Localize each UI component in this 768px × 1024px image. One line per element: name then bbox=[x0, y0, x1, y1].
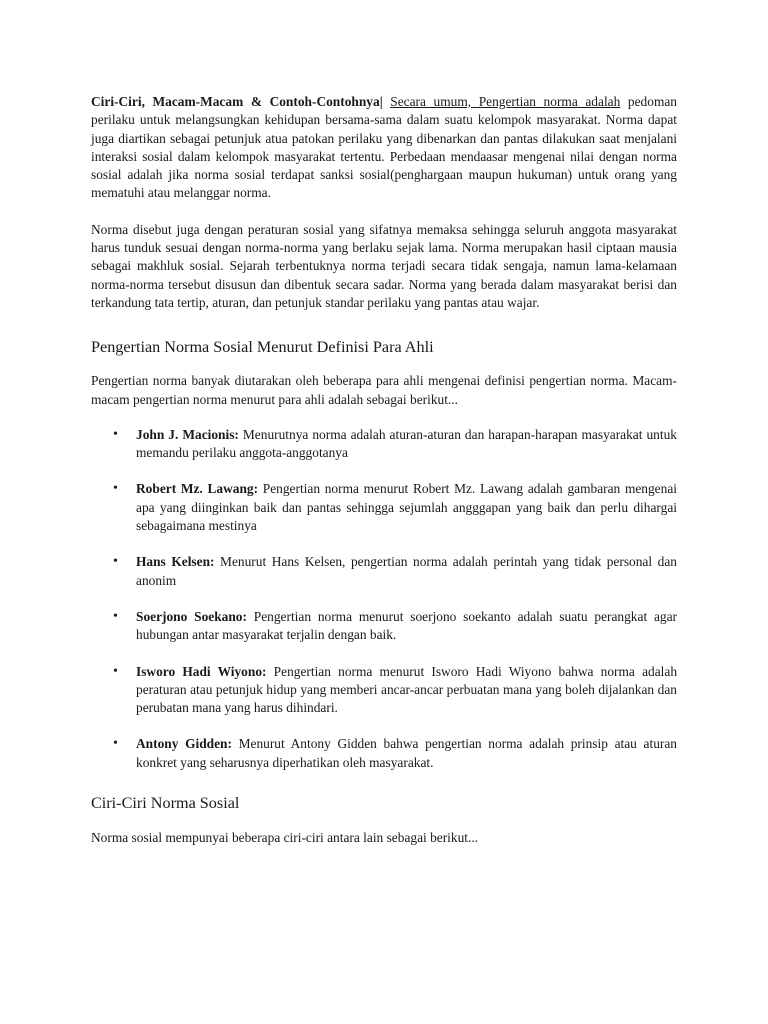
intro-link[interactable]: Secara umum, Pengertian norma adalah bbox=[390, 94, 621, 109]
paragraph-norma-sosial: Norma disebut juga dengan peraturan sosial yang sifatnya memaksa sehingga seluruh anggota masyarakat harus tunduk sesuai dengan norma-norma yang berlaku sejak lama. Norma merupakan hasil ciptaan mausia sebagai makhluk sosial. Sejarah terbentuknya norma terjadi secara tidak sengaja, namun lama-kelamaan norma-norma tersebut disusun dan dibentuk secara sadar. Norma yang berada dalam masyarakat berisi dan terkandung tata tertip, aturan, dan petunjuk standar perilaku yang pantas atau wajar. bbox=[91, 221, 677, 310]
list-item-expert bbox=[91, 553, 677, 590]
expert-name: Antony Gidden: bbox=[136, 736, 232, 752]
intro-text: pedoman perilaku untuk melangsungkan kehidupan bersama-sama dalam suatu kelompok masyarakat. Norma dapat juga diartikan sebagai petunjuk atua patokan perilaku yang dibenarkan dan pantas dilakukan saat menjalani interaksi sosial dalam kelompok masyarakat tertentu. Perbedaan mendaasar mengenai nilai dengan norma sosial adalah jika norma sosial terdapat sanksi sosial(penghargaan maupun hukuman) untuk orang yang mematuhi atau melanggar norma. bbox=[91, 94, 678, 201]
expert-text: Menurut Antony Gidden bahwa pengertian norma adalah prinsip atau aturan konkret yang seharusnya diperhatikan oleh masyarakat. bbox=[136, 736, 677, 770]
experts-list bbox=[91, 426, 677, 772]
section-heading-definisi: Pengertian Norma Sosial Menurut Definisi Para Ahli bbox=[91, 338, 434, 357]
list-item-expert bbox=[91, 608, 677, 645]
section-heading-ciri-ciri: Ciri-Ciri Norma Sosial bbox=[91, 794, 240, 813]
expert-name: Soerjono Soekano: bbox=[136, 608, 247, 624]
expert-name: Robert Mz. Lawang: bbox=[136, 481, 259, 497]
list-item-expert bbox=[91, 663, 677, 718]
expert-name: John J. Macionis: bbox=[136, 426, 239, 442]
definisi-intro: Pengertian norma banyak diutarakan oleh beberapa para ahli mengenai definisi pengertian norma. Macam-macam pengertian norma menurut para ahli adalah sebagai berikut... bbox=[91, 373, 677, 407]
expert-text: Pengertian norma menurut Robert Mz. Lawang adalah gambaran mengenai apa yang diinginkan baik dan pantas sehingga sejumlah angggapan yang baik dan perlu dihargai sebagaimana mestinya bbox=[136, 481, 677, 534]
expert-text: Pengertian norma menurut soerjono soekanto adalah suatu perangkat agar hubungan antar masyarakat terjalin dengan baik. bbox=[136, 608, 677, 643]
intro-lead-bold: Ciri-Ciri, Macam-Macam & Contoh-Contohnya| bbox=[91, 94, 383, 109]
expert-text: Menurutnya norma adalah aturan-aturan dan harapan-harapan masyarakat untuk memandu perilaku anggota-anggotanya bbox=[136, 426, 677, 461]
intro-paragraph bbox=[91, 93, 677, 203]
ciri-ciri-intro: Norma sosial mempunyai beberapa ciri-ciri antara lain sebagai berikut... bbox=[91, 830, 479, 846]
list-item-expert bbox=[91, 480, 677, 535]
expert-name: Hans Kelsen: bbox=[136, 554, 215, 570]
expert-text: Menurut Hans Kelsen, pengertian norma adalah perintah yang tidak personal dan anonim bbox=[136, 554, 677, 588]
expert-text: Pengertian norma menurut Isworo Hadi Wiyono bahwa norma adalah peraturan atau petunjuk hidup yang memberi ancar-ancar perbuatan mana yang boleh dijalankan dan perubatan mana yang harus dihindari. bbox=[136, 663, 678, 716]
document-content bbox=[91, 93, 677, 847]
expert-name: Isworo Hadi Wiyono: bbox=[136, 663, 267, 679]
list-item-expert bbox=[91, 426, 677, 463]
list-item-expert bbox=[91, 735, 677, 772]
